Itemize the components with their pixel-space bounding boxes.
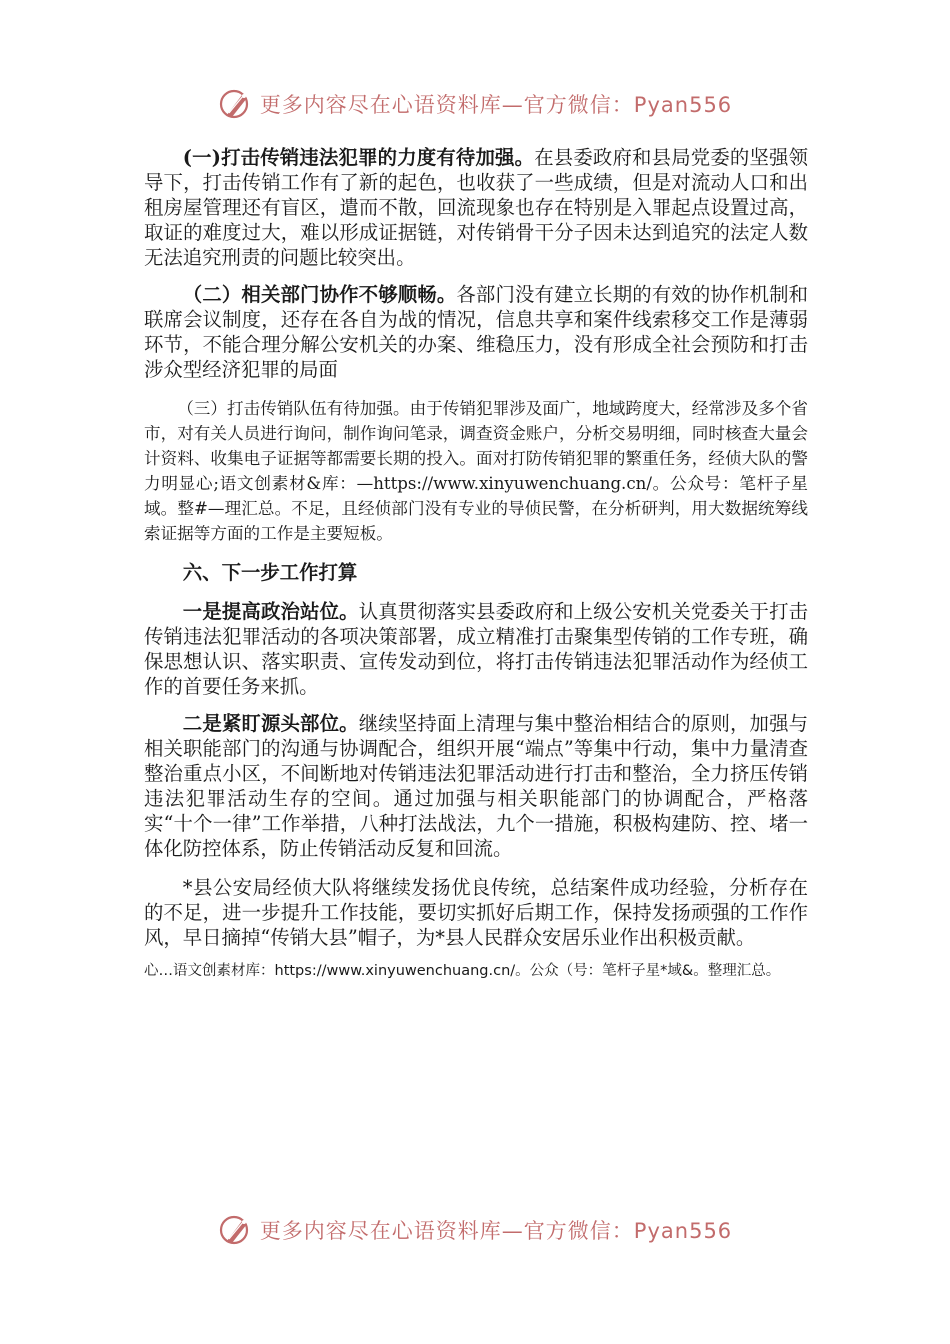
paragraph-1 xyxy=(144,145,808,270)
paragraph-5 xyxy=(144,711,808,861)
paragraph-6: *县公安局经侦大队将继续发扬优良传统，总结案件成功经验，分析存在的不足，进一步提升工作技能，要切实抓好后期工作，保持发扬顽强的工作作风，早日摘掉“传销大县”帽子，为*县人民群众安居乐业作出积极贡献。 xyxy=(144,876,808,949)
paragraph-2-body: 各部门没有建立长期的有效的协作机制和联席会议制度，还存在各自为战的情况，信息共享和案件线索移交工作是薄弱环节，不能合理分解公安机关的办案、维稳压力，没有形成全社会预防和打击涉众型经济犯罪的局面 xyxy=(144,283,809,381)
pen-nib-logo-icon xyxy=(218,86,254,122)
paragraph-4-heading: 一是提高政治站位。 xyxy=(182,600,359,623)
header-banner xyxy=(0,84,950,124)
banner-text: 更多内容尽在心语资料库—官方微信：Pyan556 xyxy=(259,1219,733,1243)
paragraph-4-body: 认真贯彻落实县委政府和上级公安机关党委关于打击传销违法犯罪活动的各项决策部署，成立精准打击聚集型传销的工作专班，确保思想认识、落实职责、宣传发动到位，将打击传销违法犯罪活动作为经侦工作的首要任务来抓。 xyxy=(144,600,809,698)
paragraph-1-heading: (一)打击传销违法犯罪的力度有待加强。 xyxy=(182,146,535,169)
paragraph-5-heading: 二是紧盯源头部位。 xyxy=(182,712,359,735)
footer-banner xyxy=(0,1210,950,1250)
paragraph-2-heading: （二）相关部门协作不够顺畅。 xyxy=(182,283,457,306)
source-note: 心…语文创素材库：https://www.xinyuwenchuang.cn/。公众（号：笔杆子星*域&。整理汇总。 xyxy=(144,963,781,979)
document-body xyxy=(144,145,808,983)
pen-nib-logo-icon xyxy=(218,1212,254,1248)
paragraph-5-body: 继续坚持面上清理与集中整治相结合的原则，加强与相关职能部门的沟通与协调配合，组织开展“端点”等集中行动，集中力量清查整治重点小区，不间断地对传销违法犯罪活动进行打击和整治，全力挤压传销违法犯罪活动生存的空间。通过加强与相关职能部门的协调配合，严格落实“十个一律”工作举措，八种打法战法，九个一措施，积极构建防、控、堵一体化防控体系，防止传销活动反复和回流。 xyxy=(144,712,809,860)
banner-text: 更多内容尽在心语资料库—官方微信：Pyan556 xyxy=(259,93,733,117)
paragraph-3: （三）打击传销队伍有待加强。由于传销犯罪涉及面广，地域跨度大，经常涉及多个省市，对有关人员进行询问，制作询问笔录，调查资金账户，分析交易明细，同时核查大量会计资料、收集电子证据等都需要长期的投入。面对打防传销犯罪的繁重任务，经侦大队的警力明显心;语文创素材&库：—https://www.xinyuwenchuang.cn/。公众号：笔杆子星域。整#—理汇总。不足，且经侦部门没有专业的导侦民警，在分析研判，用大数据统筹线索证据等方面的工作是主要短板。 xyxy=(144,399,808,543)
section-6-title: 六、下一步工作打算 xyxy=(182,561,358,584)
paragraph-1-body: 在县委政府和县局党委的坚强领导下，打击传销工作有了新的起色，也收获了一些成绩，但是对流动人口和出租房屋管理还有盲区，遣而不散，回流现象也存在特别是入罪起点设置过高，取证的难度过大，难以形成证据链，对传销骨干分子因未达到追究的法定人数无法追究刑责的问题比较突出。 xyxy=(144,146,809,269)
paragraph-2 xyxy=(144,282,808,382)
paragraph-4 xyxy=(144,599,808,699)
